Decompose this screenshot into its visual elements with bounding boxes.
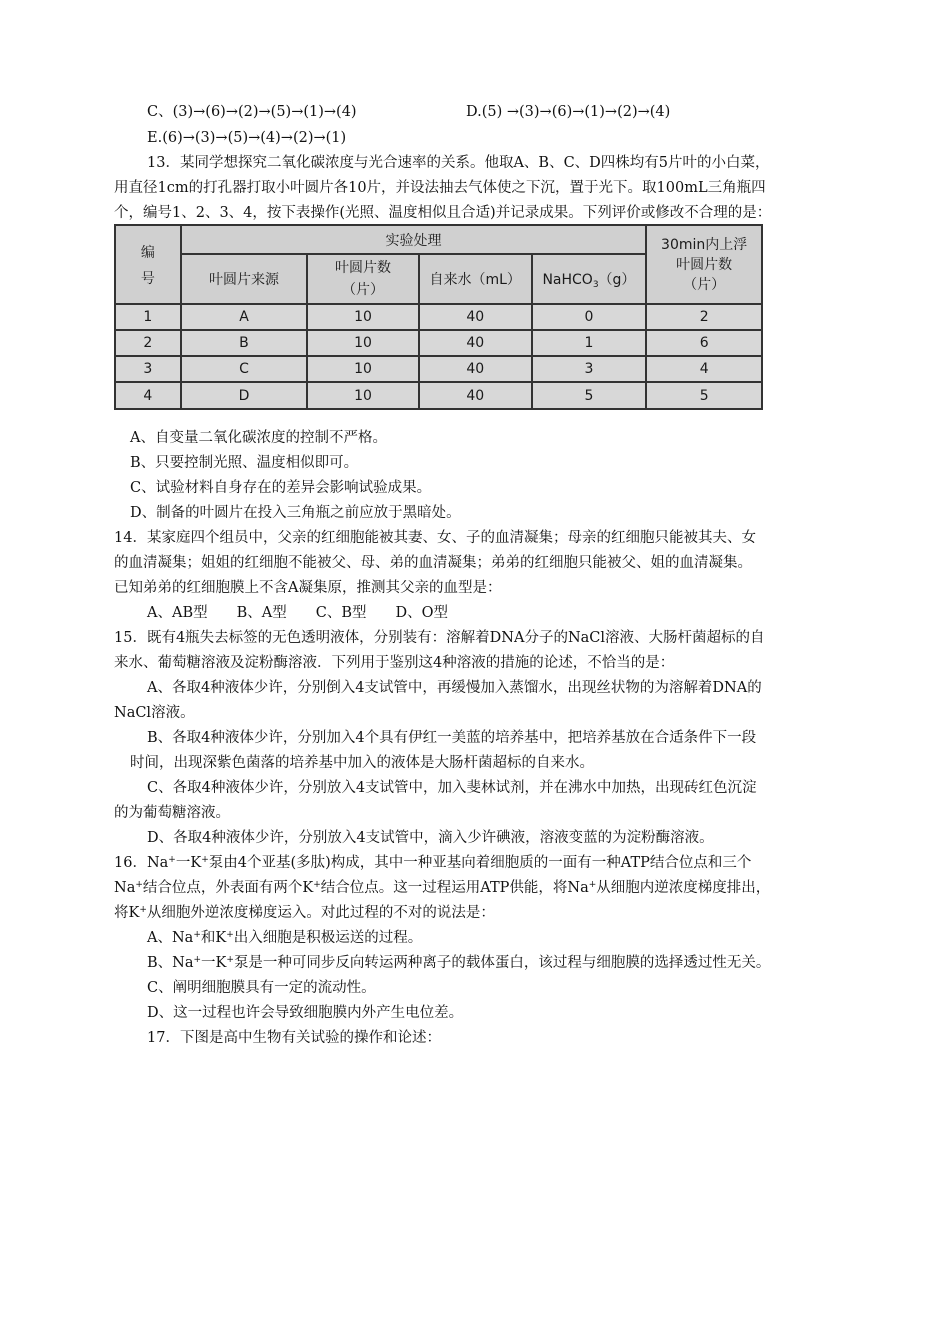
superscript-plus: +	[588, 880, 597, 890]
q13-stem-line-3: 个，编号1、2、3、4，按下表操作(光照、温度相似且合适)并记录成果。下列评价或修改不合理的是：	[114, 205, 772, 221]
header-source: 叶圆片来源	[181, 254, 307, 304]
q16-l2-b: 结合位点，外表面有两个K	[142, 880, 314, 896]
q15-option-c-line-2: 的为葡萄糖溶液。	[114, 805, 230, 821]
superscript-plus: +	[139, 905, 147, 915]
header-treatment: 实验处理	[181, 225, 647, 254]
cell-water: 40	[419, 304, 532, 330]
q16-l3-a: 将K	[114, 905, 140, 921]
q13-option-a: A、自变量二氧化碳浓度的控制不严格。	[130, 430, 387, 446]
q16-a-a: A、Na	[147, 930, 194, 946]
cell-number: 1	[115, 304, 181, 330]
header-float-count	[646, 225, 762, 304]
q13-option-d: D、制备的叶圆片在投入三角瓶之前应放于黑暗处。	[130, 505, 461, 521]
q12-option-e-text: E.(6)→(3)→(5)→(4)→(2)→(1)	[147, 130, 347, 146]
superscript-plus: +	[226, 955, 234, 965]
header-float-line-3: （片）	[683, 276, 726, 293]
q15-stem-line-2: 来水、葡萄糖溶液及淀粉酶溶液．下列用于鉴别这4种溶液的措施的论述，不恰当的是：	[114, 655, 675, 671]
q13-stem-line-2: 用直径1cm的打孔器打取小叶圆片各10片，并设法抽去气体使之下沉，置于光下。取100mL三角瓶四	[114, 180, 766, 196]
q16-l2-c: 结合位点。这一过程运用ATP供能，将Na	[320, 880, 589, 896]
q15-option-b-line-2: 时间，出现深紫色菌落的培养基中加入的液体是大肠杆菌超标的自来水。	[130, 755, 594, 771]
q16-l1-a: 16．Na	[114, 855, 169, 871]
header-float-line-1: 30min内上浮	[661, 236, 748, 253]
q16-stem-line-1	[114, 852, 751, 874]
q16-b-a: B、Na	[147, 955, 194, 971]
cell-source: C	[181, 356, 307, 382]
q16-stem-line-2	[114, 877, 770, 899]
superscript-plus: +	[168, 855, 176, 865]
header-nahco3-unit: （g）	[598, 272, 636, 288]
q16-l2-a: Na	[114, 880, 136, 896]
cell-disc-count: 10	[307, 304, 419, 330]
cell-nahco3: 5	[532, 382, 647, 409]
header-number-char-1: 编	[140, 244, 155, 261]
cell-water: 40	[419, 330, 532, 356]
q16-a-b: 和K	[200, 930, 227, 946]
header-float-line-2: 叶圆片数	[676, 256, 733, 273]
cell-nahco3: 1	[532, 330, 647, 356]
q15-option-d: D、各取4种液体少许，分别放入4支试管中，滴入少许碘液，溶液变蓝的为淀粉酶溶液。	[147, 830, 714, 846]
superscript-plus: +	[135, 880, 143, 890]
cell-disc-count: 10	[307, 382, 419, 409]
q12-option-c-text: C、(3)→(6)→(2)→(5)→(1)→(4)	[147, 104, 357, 120]
q15-option-a-line-2: NaCl溶液。	[114, 705, 195, 721]
header-nahco3-formula: NaHCO	[542, 272, 593, 288]
header-nahco3-subscript: 3	[592, 280, 599, 290]
header-disc-count	[307, 254, 419, 304]
cell-float: 5	[646, 382, 762, 409]
header-disc-count-line-2: （片）	[342, 282, 385, 298]
q12-option-d-text: D.(5) →(3)→(6)→(1)→(2)→(4)	[466, 104, 671, 120]
header-disc-count-line-1: 叶圆片数	[335, 260, 392, 276]
q16-l1-b: 一K	[175, 855, 202, 871]
superscript-plus: +	[226, 930, 234, 940]
cell-water: 40	[419, 356, 532, 382]
cell-float: 4	[646, 356, 762, 382]
table-row	[115, 304, 762, 330]
cell-water: 40	[419, 382, 532, 409]
q16-l2-d: 从细胞内逆浓度梯度排出，	[596, 880, 771, 896]
q16-option-b	[147, 952, 770, 974]
q16-b-c: 泵是一种可同步反向转运两种离子的载体蛋白，该过程与细胞膜的选择透过性无关。	[233, 955, 771, 971]
header-number-char-2: 号	[140, 270, 155, 287]
q13-stem-line-1: 13．某同学想探究二氧化碳浓度与光合速率的关系。他取A、B、C、D四株均有5片叶的小白菜，	[147, 155, 770, 171]
header-nahco3	[532, 254, 647, 304]
cell-float: 2	[646, 304, 762, 330]
table-row	[115, 356, 762, 382]
q15-option-a-line-1: A、各取4种液体少许，分别倒入4支试管中，再缓慢加入蒸馏水，出现丝状物的为溶解着DNA的	[147, 680, 762, 696]
q12-option-c	[147, 101, 357, 123]
q16-option-d: D、这一过程也许会导致细胞膜内外产生电位差。	[147, 1005, 464, 1021]
superscript-plus: +	[193, 930, 201, 940]
table-row	[115, 382, 762, 409]
cell-disc-count: 10	[307, 356, 419, 382]
cell-nahco3: 0	[532, 304, 647, 330]
q16-option-c: C、阐明细胞膜具有一定的流动性。	[147, 980, 376, 996]
q15-option-c-line-1: C、各取4种液体少许，分别放入4支试管中，加入斐林试剂，并在沸水中加热，出现砖红色沉淀	[147, 780, 757, 796]
table-row	[115, 330, 762, 356]
cell-nahco3: 3	[532, 356, 647, 382]
superscript-plus: +	[201, 855, 209, 865]
q15-stem-line-1: 15．既有4瓶失去标签的无色透明液体，分别装有：溶解着DNA分子的NaCl溶液、大肠杆菌超标的自	[114, 630, 765, 646]
q14-options: A、AB型 B、A型 C、B型 D、O型	[147, 605, 448, 621]
q16-l1-c: 泵由4个亚基(多肽)构成，其中一种亚基向着细胞质的一面有一种ATP结合位点和三个	[208, 855, 752, 871]
cell-source: A	[181, 304, 307, 330]
superscript-plus: +	[193, 955, 202, 965]
cell-number: 3	[115, 356, 181, 382]
q14-stem-line-2: 的血清凝集；姐姐的红细胞不能被父、母、弟的血清凝集；弟弟的红细胞只能被父、姐的血清凝集。	[114, 555, 752, 571]
q13-option-b: B、只要控制光照、温度相似即可。	[130, 455, 359, 471]
q13-experiment-table	[114, 224, 763, 410]
cell-source: B	[181, 330, 307, 356]
q16-l3-b: 从细胞外逆浓度梯度运入。对此过程的不对的说法是：	[146, 905, 495, 921]
q14-stem-line-3: 已知弟弟的红细胞膜上不含A凝集原，推测其父亲的血型是：	[114, 580, 502, 596]
cell-number: 4	[115, 382, 181, 409]
q12-option-e	[147, 127, 346, 149]
cell-disc-count: 10	[307, 330, 419, 356]
q17-stem: 17．下图是高中生物有关试验的操作和论述：	[147, 1030, 441, 1046]
superscript-plus: +	[313, 880, 321, 890]
cell-number: 2	[115, 330, 181, 356]
header-number	[115, 225, 181, 304]
q12-option-d	[466, 101, 670, 123]
cell-source: D	[181, 382, 307, 409]
header-water: 自来水（mL）	[419, 254, 532, 304]
q16-option-a	[147, 927, 422, 949]
q16-a-c: 出入细胞是积极运送的过程。	[233, 930, 423, 946]
q14-stem-line-1: 14．某家庭四个组员中，父亲的红细胞能被其妻、女、子的血清凝集；母亲的红细胞只能被其夫、女	[114, 530, 756, 546]
q13-option-c: C、试验材料自身存在的差异会影响试验成果。	[130, 480, 432, 496]
q16-stem-line-3	[114, 902, 495, 924]
q16-b-b: 一K	[201, 955, 227, 971]
q15-option-b-line-1: B、各取4种液体少许，分别加入4个具有伊红一美蓝的培养基中，把培养基放在合适条件下一段	[147, 730, 757, 746]
cell-float: 6	[646, 330, 762, 356]
